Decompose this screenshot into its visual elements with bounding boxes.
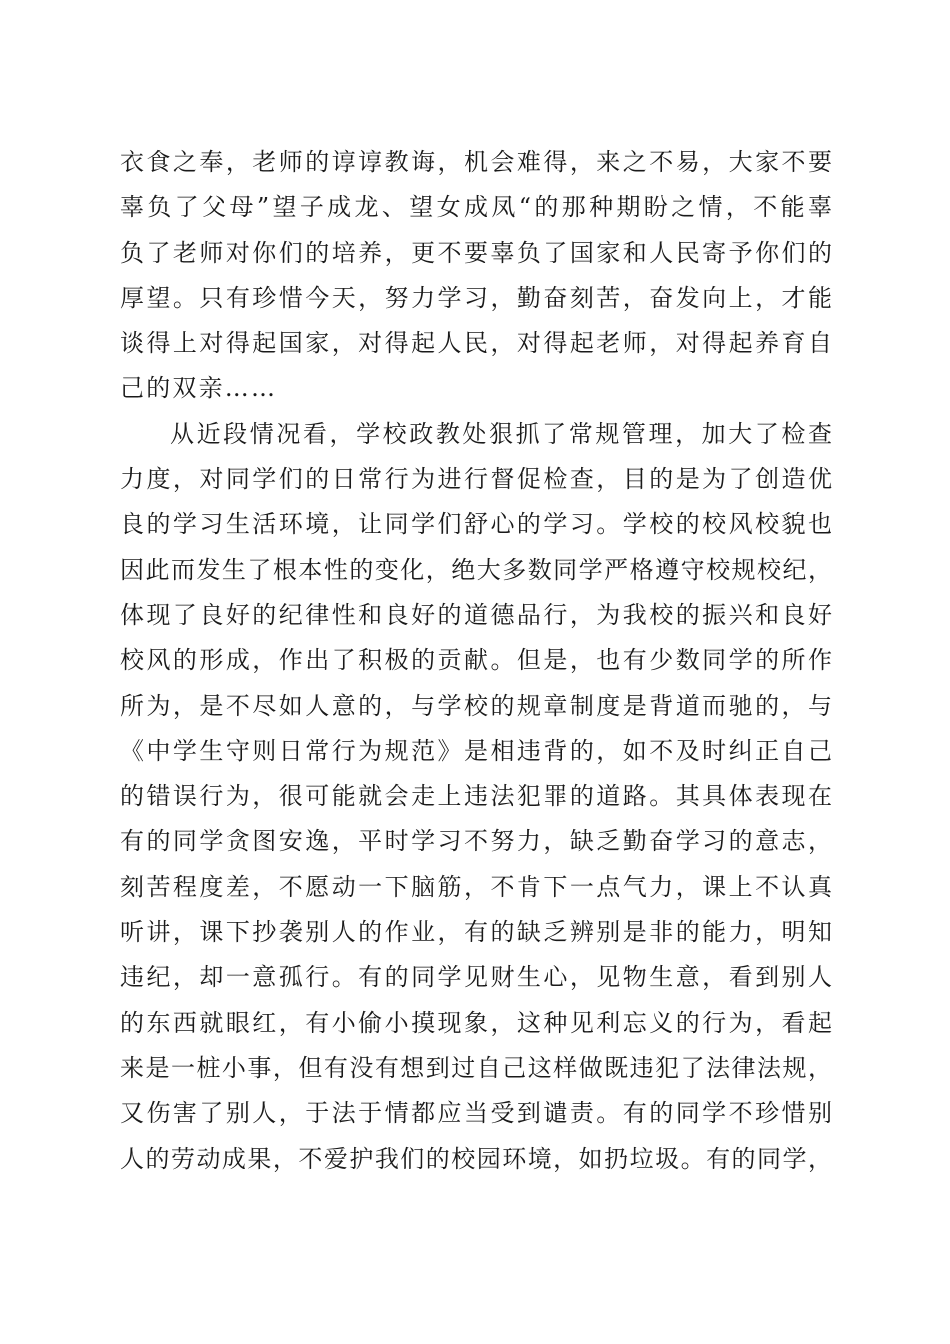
text-line: 听讲，课下抄袭别人的作业，有的缺乏辨别是非的能力，明知 (120, 918, 832, 947)
text-line: 体现了良好的纪律性和良好的道德品行，为我校的振兴和良好 (120, 600, 832, 629)
text-line: 有的同学贪图安逸，平时学习不努力，缺乏勤奋学习的意志， (120, 827, 832, 856)
text-line: 厚望。只有珍惜今天，努力学习，勤奋刻苦，奋发向上，才能 (120, 283, 832, 312)
text-line: 人的劳动成果，不爱护我们的校园环境，如扔垃圾。有的同学， (120, 1144, 832, 1173)
text-line: 的错误行为，很可能就会走上违法犯罪的道路。其具体表现在 (120, 782, 832, 811)
text-line: 又伤害了别人，于法于情都应当受到谴责。有的同学不珍惜别 (120, 1099, 832, 1128)
text-line: 力度，对同学们的日常行为进行督促检查，目的是为了创造优 (120, 465, 832, 494)
text-line: 谈得上对得起国家，对得起人民，对得起老师，对得起养育自 (120, 329, 832, 358)
text-line: 衣食之奉，老师的谆谆教诲，机会难得，来之不易，大家不要 (120, 148, 832, 176)
body-text (120, 140, 832, 1182)
text-line: 己的双亲…… (120, 374, 278, 403)
text-line: 《中学生守则日常行为规范》是相违背的，如不及时纠正自己 (120, 736, 832, 765)
text-line: 刻苦程度差，不愿动一下脑筋，不肯下一点气力，课上不认真 (120, 872, 832, 901)
text-line: 良的学习生活环境，让同学们舒心的学习。学校的校风校貌也 (120, 510, 832, 539)
text-line: 负了老师对你们的培养，更不要辜负了国家和人民寄予你们的 (120, 238, 832, 267)
paragraph-first-line: 从近段情况看，学校政教处狠抓了常规管理，加大了检查 (170, 419, 832, 448)
text-line: 来是一桩小事，但有没有想到过自己这样做既违犯了法律法规， (120, 1053, 832, 1082)
text-line: 辜负了父母”望子成龙、望女成凤“的那种期盼之情，不能辜 (120, 193, 832, 222)
text-line: 校风的形成，作出了积极的贡献。但是，也有少数同学的所作 (120, 646, 832, 675)
text-line: 因此而发生了根本性的变化，绝大多数同学严格遵守校规校纪， (120, 555, 832, 584)
text-line: 所为，是不尽如人意的，与学校的规章制度是背道而驰的，与 (120, 691, 832, 720)
text-line: 违纪，却一意孤行。有的同学见财生心，见物生意，看到别人 (120, 963, 832, 992)
text-line: 的东西就眼红，有小偷小摸现象，这种见利忘义的行为，看起 (120, 1008, 832, 1037)
